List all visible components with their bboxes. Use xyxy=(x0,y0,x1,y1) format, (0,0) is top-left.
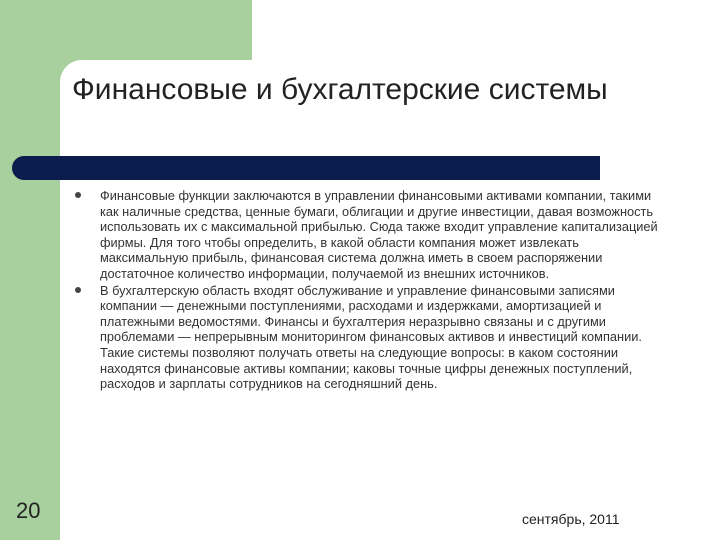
bullet-text: В бухгалтерскую область входят обслуживание и управление финансовыми записями компании — денежными поступлениями, расходами и издержками, амортизацией и платежными ведомостями. Финансы и бухгалтерия неразрывно связаны и с другими проблемами — непрерывным мониторингом финансовых активов и инвестиций компании. Такие системы позволяют получать ответы на следующие вопросы: в каком состоянии находятся финансовые активы компании; каковы точные цифры денежных поступлений, расходов и зарплаты сотрудников на сегодняшний день. xyxy=(100,282,642,392)
bullet-dot-icon xyxy=(75,192,81,198)
footer-date: сентябрь, 2011 xyxy=(522,511,620,527)
bullet-list xyxy=(72,188,662,393)
bullet-item xyxy=(72,283,662,392)
bullet-text: Финансовые функции заключаются в управлении финансовыми активами компании, такими как наличные средства, ценные бумаги, облигации и другие инвестиции, давая возможность использовать их с максимальной прибылью. Сюда также входит управление капитализацией фирмы. Для того чтобы определить, в какой области компания может извлекать максимальную прибыль, финансовая система должна иметь в своем распоряжении достаточное количество информации, получаемой из внешних источников. xyxy=(100,188,658,281)
slide-title: Финансовые и бухгалтерские системы xyxy=(72,73,608,106)
bullet-dot-icon xyxy=(75,287,81,293)
decorative-left-strip xyxy=(0,0,60,540)
bullet-item xyxy=(72,188,662,282)
title-underline-bar xyxy=(12,156,600,180)
slide-number: 20 xyxy=(16,498,41,523)
